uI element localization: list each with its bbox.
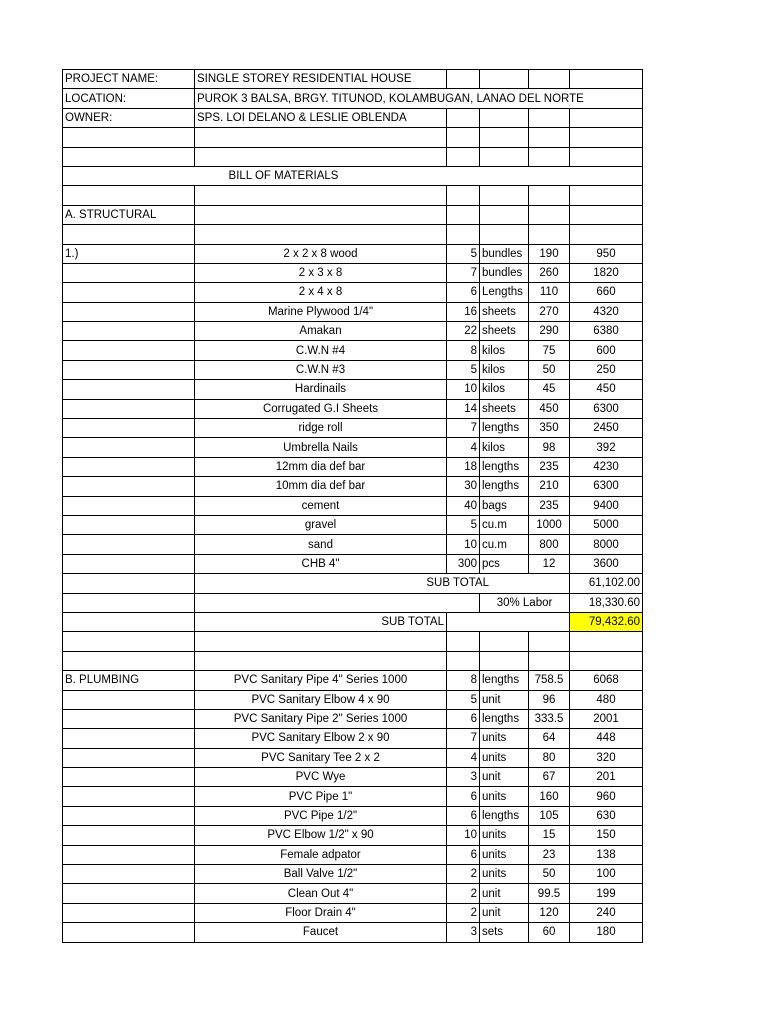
group-label — [63, 903, 195, 922]
item-unit: lengths — [480, 709, 529, 728]
item-unit: sheets — [480, 399, 529, 418]
table-row — [63, 787, 643, 806]
item-quantity: 4 — [447, 438, 480, 457]
empty-row — [63, 128, 643, 147]
table-row — [63, 302, 643, 321]
group-label — [63, 554, 195, 573]
table-row — [63, 263, 643, 282]
group-label — [63, 515, 195, 534]
item-amount: 660 — [570, 283, 643, 302]
item-unit: kilos — [480, 380, 529, 399]
item-quantity: 6 — [447, 787, 480, 806]
item-amount: 250 — [570, 360, 643, 379]
empty-cell — [529, 632, 570, 651]
group-label — [63, 865, 195, 884]
item-unit-price: 98 — [529, 438, 570, 457]
empty-cell — [63, 574, 195, 593]
empty-row — [63, 147, 643, 166]
bill-of-materials-sheet — [62, 69, 643, 943]
item-unit-price: 15 — [529, 826, 570, 845]
item-unit: kilos — [480, 360, 529, 379]
item-quantity: 2 — [447, 865, 480, 884]
owner-value: SPS. LOI DELANO & LESLIE OBLENDA — [195, 108, 447, 127]
item-unit: units — [480, 865, 529, 884]
item-description: PVC Sanitary Pipe 2" Series 1000 — [195, 709, 447, 728]
item-unit: units — [480, 845, 529, 864]
table-row — [63, 671, 643, 690]
item-unit-price: 160 — [529, 787, 570, 806]
item-unit: lengths — [480, 671, 529, 690]
item-unit: kilos — [480, 341, 529, 360]
item-unit: Lengths — [480, 283, 529, 302]
item-unit: cu.m — [480, 515, 529, 534]
item-amount: 448 — [570, 729, 643, 748]
item-amount: 392 — [570, 438, 643, 457]
item-description: PVC Elbow 1/2" x 90 — [195, 826, 447, 845]
empty-cell — [447, 651, 480, 670]
item-quantity: 18 — [447, 457, 480, 476]
item-quantity: 7 — [447, 263, 480, 282]
item-description: 2 x 2 x 8 wood — [195, 244, 447, 263]
item-description: Faucet — [195, 923, 447, 942]
item-unit: unit — [480, 903, 529, 922]
group-label — [63, 419, 195, 438]
item-quantity: 5 — [447, 360, 480, 379]
item-unit: sets — [480, 923, 529, 942]
table-row — [63, 903, 643, 922]
item-unit-price: 50 — [529, 865, 570, 884]
table-row — [63, 399, 643, 418]
labor-label: 30% Labor — [480, 593, 570, 612]
item-amount: 9400 — [570, 496, 643, 515]
labor-row — [63, 593, 643, 612]
item-description: C.W.N #4 — [195, 341, 447, 360]
item-description: Corrugated G.I Sheets — [195, 399, 447, 418]
section-heading: A. STRUCTURAL — [63, 205, 195, 224]
empty-cell — [63, 612, 195, 631]
item-quantity: 6 — [447, 806, 480, 825]
empty-cell — [447, 612, 570, 631]
item-description: PVC Pipe 1" — [195, 787, 447, 806]
item-unit: bundles — [480, 244, 529, 263]
group-label — [63, 923, 195, 942]
item-amount: 4320 — [570, 302, 643, 321]
item-unit-price: 1000 — [529, 515, 570, 534]
project-name-row — [63, 70, 643, 89]
item-description: cement — [195, 496, 447, 515]
group-label — [63, 690, 195, 709]
table-row — [63, 477, 643, 496]
table-row — [63, 826, 643, 845]
item-amount: 100 — [570, 865, 643, 884]
item-quantity: 10 — [447, 380, 480, 399]
item-unit-price: 758.5 — [529, 671, 570, 690]
table-row — [63, 341, 643, 360]
item-unit: units — [480, 729, 529, 748]
item-quantity: 7 — [447, 419, 480, 438]
item-unit-price: 235 — [529, 496, 570, 515]
empty-row — [63, 225, 643, 244]
table-row — [63, 322, 643, 341]
item-amount: 2001 — [570, 709, 643, 728]
item-unit-price: 260 — [529, 263, 570, 282]
item-description: Clean Out 4" — [195, 884, 447, 903]
item-quantity: 14 — [447, 399, 480, 418]
item-description: gravel — [195, 515, 447, 534]
group-label — [63, 380, 195, 399]
subtotal-with-labor-label: SUB TOTAL — [195, 612, 447, 631]
sheet-title: BILL OF MATERIALS — [63, 166, 643, 185]
group-label — [63, 341, 195, 360]
table-row — [63, 283, 643, 302]
group-label — [63, 322, 195, 341]
item-unit-price: 450 — [529, 399, 570, 418]
item-quantity: 6 — [447, 845, 480, 864]
table-row — [63, 535, 643, 554]
group-label — [63, 302, 195, 321]
table-row — [63, 515, 643, 534]
item-unit-price: 67 — [529, 768, 570, 787]
item-amount: 201 — [570, 768, 643, 787]
empty-cell — [447, 632, 480, 651]
item-quantity: 6 — [447, 283, 480, 302]
item-amount: 2450 — [570, 419, 643, 438]
item-unit: units — [480, 826, 529, 845]
item-unit-price: 270 — [529, 302, 570, 321]
empty-row — [63, 186, 643, 205]
group-label — [63, 438, 195, 457]
item-quantity: 2 — [447, 903, 480, 922]
empty-cell — [63, 593, 195, 612]
table-row — [63, 729, 643, 748]
item-description: CHB 4" — [195, 554, 447, 573]
item-unit: pcs — [480, 554, 529, 573]
item-unit: bundles — [480, 263, 529, 282]
item-unit-price: 350 — [529, 419, 570, 438]
item-description: Ball Valve 1/2" — [195, 865, 447, 884]
table-row — [63, 244, 643, 263]
item-description: sand — [195, 535, 447, 554]
table-row — [63, 845, 643, 864]
item-unit-price: 110 — [529, 283, 570, 302]
subtotal-with-labor-value: 79,432.60 — [570, 612, 643, 631]
item-description: PVC Sanitary Elbow 4 x 90 — [195, 690, 447, 709]
item-unit-price: 120 — [529, 903, 570, 922]
item-unit-price: 80 — [529, 748, 570, 767]
table-row — [63, 457, 643, 476]
group-label — [63, 845, 195, 864]
item-unit: lengths — [480, 477, 529, 496]
group-label — [63, 748, 195, 767]
item-unit-price: 23 — [529, 845, 570, 864]
item-quantity: 3 — [447, 768, 480, 787]
table-row — [63, 554, 643, 573]
item-unit-price: 210 — [529, 477, 570, 496]
empty-cell — [63, 632, 195, 651]
item-unit: sheets — [480, 322, 529, 341]
item-amount: 3600 — [570, 554, 643, 573]
table-row — [63, 884, 643, 903]
group-label — [63, 826, 195, 845]
item-unit-price: 96 — [529, 690, 570, 709]
group-label — [63, 496, 195, 515]
item-unit-price: 800 — [529, 535, 570, 554]
item-amount: 6300 — [570, 399, 643, 418]
group-label — [63, 787, 195, 806]
item-amount: 240 — [570, 903, 643, 922]
group-label — [63, 729, 195, 748]
item-unit: kilos — [480, 438, 529, 457]
item-amount: 6300 — [570, 477, 643, 496]
item-quantity: 10 — [447, 535, 480, 554]
item-unit: unit — [480, 690, 529, 709]
item-amount: 960 — [570, 787, 643, 806]
item-quantity: 4 — [447, 748, 480, 767]
item-unit-price: 64 — [529, 729, 570, 748]
item-quantity: 5 — [447, 690, 480, 709]
item-unit: units — [480, 787, 529, 806]
item-amount: 320 — [570, 748, 643, 767]
item-amount: 138 — [570, 845, 643, 864]
group-label — [63, 535, 195, 554]
item-amount: 450 — [570, 380, 643, 399]
item-description: Female adpator — [195, 845, 447, 864]
item-amount: 480 — [570, 690, 643, 709]
item-unit: lengths — [480, 457, 529, 476]
item-amount: 950 — [570, 244, 643, 263]
item-description: Hardinails — [195, 380, 447, 399]
item-quantity: 16 — [447, 302, 480, 321]
item-description: PVC Sanitary Tee 2 x 2 — [195, 748, 447, 767]
table-row — [63, 496, 643, 515]
item-description: PVC Sanitary Pipe 4" Series 1000 — [195, 671, 447, 690]
item-amount: 1820 — [570, 263, 643, 282]
item-unit-price: 235 — [529, 457, 570, 476]
item-amount: 6380 — [570, 322, 643, 341]
item-unit: lengths — [480, 419, 529, 438]
item-quantity: 2 — [447, 884, 480, 903]
group-label — [63, 399, 195, 418]
empty-row — [63, 651, 643, 670]
subtotal-row — [63, 574, 643, 593]
item-unit: sheets — [480, 302, 529, 321]
group-label — [63, 806, 195, 825]
table-row — [63, 438, 643, 457]
table-row — [63, 690, 643, 709]
item-quantity: 30 — [447, 477, 480, 496]
item-description: 12mm dia def bar — [195, 457, 447, 476]
empty-cell — [63, 651, 195, 670]
item-description: C.W.N #3 — [195, 360, 447, 379]
group-label — [63, 263, 195, 282]
empty-cell — [195, 593, 480, 612]
project-name-label: PROJECT NAME: — [63, 70, 195, 89]
table-row — [63, 748, 643, 767]
empty-cell — [570, 651, 643, 670]
item-amount: 6068 — [570, 671, 643, 690]
group-label: B. PLUMBING — [63, 671, 195, 690]
item-description: ridge roll — [195, 419, 447, 438]
item-quantity: 40 — [447, 496, 480, 515]
structural-heading-row — [63, 205, 643, 224]
subtotal-value: 61,102.00 — [570, 574, 643, 593]
project-name-value: SINGLE STOREY RESIDENTIAL HOUSE — [195, 70, 447, 89]
item-description: 10mm dia def bar — [195, 477, 447, 496]
item-amount: 199 — [570, 884, 643, 903]
item-quantity: 22 — [447, 322, 480, 341]
item-quantity: 8 — [447, 341, 480, 360]
item-unit: cu.m — [480, 535, 529, 554]
item-amount: 4230 — [570, 457, 643, 476]
item-amount: 5000 — [570, 515, 643, 534]
table-row — [63, 923, 643, 942]
table-row — [63, 360, 643, 379]
item-description: 2 x 4 x 8 — [195, 283, 447, 302]
empty-row — [63, 632, 643, 651]
empty-cell — [480, 632, 529, 651]
group-label — [63, 283, 195, 302]
item-unit-price: 12 — [529, 554, 570, 573]
item-description: PVC Sanitary Elbow 2 x 90 — [195, 729, 447, 748]
item-unit-price: 99.5 — [529, 884, 570, 903]
table-row — [63, 865, 643, 884]
empty-cell — [195, 632, 447, 651]
item-quantity: 8 — [447, 671, 480, 690]
group-label — [63, 709, 195, 728]
empty-cell — [195, 651, 447, 670]
item-quantity: 7 — [447, 729, 480, 748]
group-label: 1.) — [63, 244, 195, 263]
item-unit-price: 290 — [529, 322, 570, 341]
group-label — [63, 360, 195, 379]
item-unit-price: 45 — [529, 380, 570, 399]
item-unit: lengths — [480, 806, 529, 825]
item-unit: bags — [480, 496, 529, 515]
item-unit-price: 75 — [529, 341, 570, 360]
item-description: 2 x 3 x 8 — [195, 263, 447, 282]
empty-cell — [570, 632, 643, 651]
empty-cell — [529, 651, 570, 670]
item-amount: 8000 — [570, 535, 643, 554]
item-amount: 150 — [570, 826, 643, 845]
item-description: PVC Pipe 1/2" — [195, 806, 447, 825]
item-quantity: 5 — [447, 244, 480, 263]
owner-label: OWNER: — [63, 108, 195, 127]
subtotal-with-labor-row — [63, 612, 643, 631]
item-unit-price: 333.5 — [529, 709, 570, 728]
item-amount: 600 — [570, 341, 643, 360]
item-unit: units — [480, 748, 529, 767]
item-quantity: 300 — [447, 554, 480, 573]
group-label — [63, 457, 195, 476]
table-row — [63, 768, 643, 787]
item-description: Amakan — [195, 322, 447, 341]
item-unit-price: 50 — [529, 360, 570, 379]
item-unit-price: 105 — [529, 806, 570, 825]
title-row — [63, 166, 643, 185]
table-row — [63, 709, 643, 728]
item-description: Umbrella Nails — [195, 438, 447, 457]
subtotal-label: SUB TOTAL — [195, 574, 570, 593]
item-unit: unit — [480, 884, 529, 903]
location-value: PUROK 3 BALSA, BRGY. TITUNOD, KOLAMBUGAN, LANAO DEL NORTE — [195, 89, 643, 108]
item-description: Floor Drain 4" — [195, 903, 447, 922]
location-label: LOCATION: — [63, 89, 195, 108]
item-quantity: 10 — [447, 826, 480, 845]
table-row — [63, 419, 643, 438]
item-quantity: 5 — [447, 515, 480, 534]
table-row — [63, 806, 643, 825]
item-quantity: 6 — [447, 709, 480, 728]
item-description: Marine Plywood 1/4" — [195, 302, 447, 321]
owner-row — [63, 108, 643, 127]
item-amount: 630 — [570, 806, 643, 825]
item-amount: 180 — [570, 923, 643, 942]
group-label — [63, 477, 195, 496]
group-label — [63, 884, 195, 903]
labor-value: 18,330.60 — [570, 593, 643, 612]
group-label — [63, 768, 195, 787]
item-unit-price: 60 — [529, 923, 570, 942]
item-description: PVC Wye — [195, 768, 447, 787]
item-unit: unit — [480, 768, 529, 787]
item-quantity: 3 — [447, 923, 480, 942]
table-row — [63, 380, 643, 399]
location-row — [63, 89, 643, 108]
item-unit-price: 190 — [529, 244, 570, 263]
empty-cell — [480, 651, 529, 670]
